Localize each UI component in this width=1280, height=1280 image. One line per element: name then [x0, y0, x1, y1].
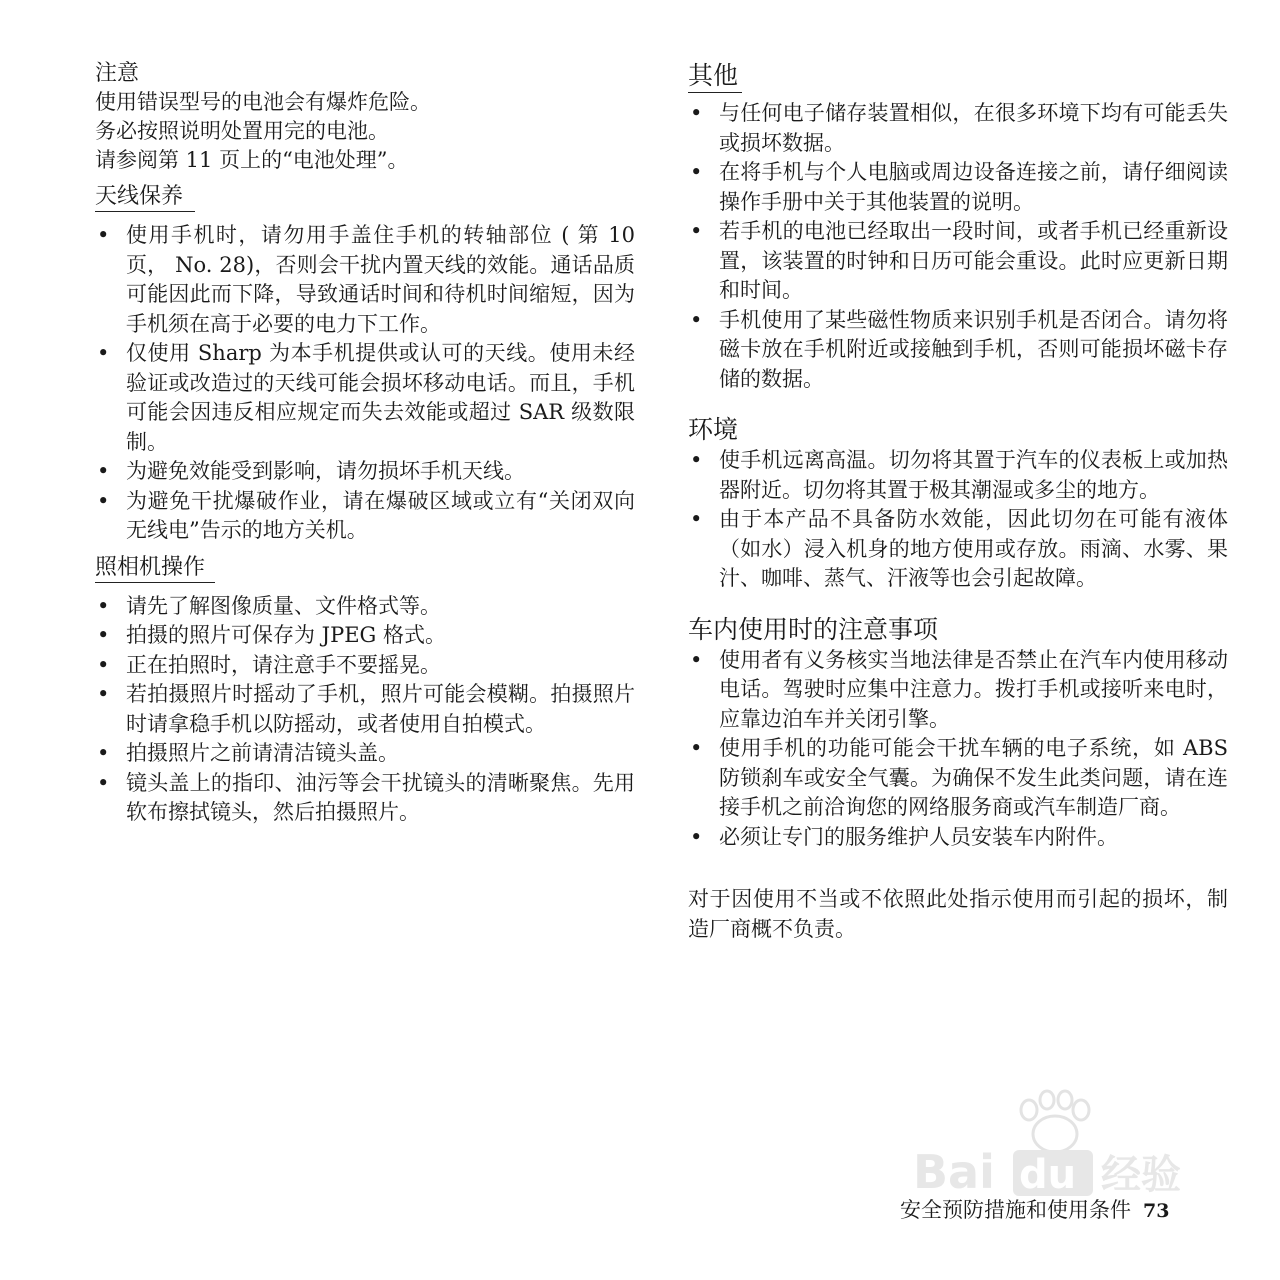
bullet-icon: • — [690, 448, 703, 472]
in-car-bullet-list — [688, 646, 1228, 853]
bullet-icon: • — [97, 593, 110, 618]
list-item: • 为避免效能受到影响，请勿损坏手机天线。 — [95, 457, 635, 487]
list-item: • 手机使用了某些磁性物质来识别手机是否闭合。请勿将磁卡放在手机附近或接触到手机，否则可能损坏磁卡存储的数据。 — [690, 307, 1228, 391]
page-footer — [900, 1196, 1169, 1225]
bullet-icon: • — [97, 488, 110, 513]
bullet-icon: • — [97, 341, 110, 365]
camera-section-title: 照相机操作 — [95, 554, 215, 583]
other-section — [688, 60, 1228, 394]
svg-text:Bai: Bai — [913, 1145, 995, 1199]
watermark-text — [913, 1145, 1181, 1199]
camera-bullet-list — [95, 592, 635, 828]
notice-line: 请参阅第 11 页上的“电池处理”。 — [95, 148, 409, 172]
list-item: • 在将手机与个人电脑或周边设备连接之前，请仔细阅读操作手册中关于其他装置的说明。 — [690, 160, 1228, 214]
bullet-icon: • — [97, 741, 110, 765]
list-item: • 使用手机的功能可能会干扰车辆的电子系统，如 ABS 防锁刹车或安全气囊。为确保不发生此类问题，请在连接手机之前洽询您的网络服务商或汽车制造厂商。 — [690, 736, 1228, 819]
bullet-icon: • — [97, 223, 110, 247]
bullet-icon: • — [97, 682, 110, 706]
bullet-icon: • — [690, 824, 703, 849]
svg-text:du: du — [1019, 1152, 1077, 1198]
other-bullet-list — [688, 99, 1228, 394]
antenna-bullet-list — [95, 221, 635, 546]
baidu-jingyan-watermark — [905, 1088, 1205, 1208]
list-item: • 使用手机时，请勿用手盖住手机的转轴部位 ( 第 10 页， No. 28)，否则会干扰内置天线的效能。通话品质可能因此而下降，导致通话时间和待机时间缩短，因为手机须在高于必要的电力下工作。 — [97, 223, 635, 336]
bullet-icon: • — [690, 219, 703, 243]
in-car-section — [688, 614, 1228, 853]
list-item: • 拍摄照片之前请清洁镜头盖。 — [95, 739, 635, 769]
list-item: • 镜头盖上的指印、油污等会干扰镜头的清晰聚焦。先用软布擦拭镜头，然后拍摄照片。 — [97, 770, 635, 824]
list-item: • 为避免干扰爆破作业，请在爆破区域或立有“关闭双向无线电”告示的地方关机。 — [97, 488, 635, 542]
list-item: • 使用者有义务核实当地法律是否禁止在汽车内使用移动电话。驾驶时应集中注意力。拨打手机或接听来电时，应靠边泊车并关闭引擎。 — [690, 647, 1228, 731]
list-item: • 拍摄的照片可保存为 JPEG 格式。 — [95, 621, 635, 651]
antenna-section — [95, 183, 635, 546]
notice-line: 使用错误型号的电池会有爆炸危险。 — [95, 90, 431, 114]
bullet-icon: • — [690, 647, 703, 672]
environment-section-title: 环境 — [688, 415, 739, 444]
bullet-icon: • — [97, 459, 110, 483]
notice-block — [95, 60, 635, 175]
left-column — [95, 60, 635, 828]
bullet-icon: • — [97, 623, 110, 647]
bullet-icon: • — [690, 736, 703, 760]
environment-bullet-list — [688, 446, 1228, 594]
notice-title: 注意 — [95, 61, 140, 86]
in-car-section-title: 车内使用时的注意事项 — [688, 614, 939, 644]
notice-line: 务必按照说明处置用完的电池。 — [95, 119, 389, 143]
page-number: 73 — [1143, 1200, 1170, 1222]
footer-section-title: 安全预防措施和使用条件 — [900, 1198, 1131, 1222]
list-item: • 与任何电子储存装置相似，在很多环境下均有可能丢失或损坏数据。 — [690, 101, 1228, 155]
list-item: • 正在拍照时，请注意手不要摇晃。 — [95, 651, 635, 681]
other-section-title: 其他 — [688, 60, 742, 93]
antenna-section-title: 天线保养 — [95, 183, 195, 212]
list-item: • 仅使用 Sharp 为本手机提供或认可的天线。使用未经验证或改造过的天线可能会损坏移动电话。而且，手机可能会因违反相应规定而失去效能或超过 SAR 级数限制。 — [97, 341, 635, 454]
list-item: • 若拍摄照片时摇动了手机，照片可能会模糊。拍摄照片时请拿稳手机以防摇动，或者使用自拍模式。 — [97, 682, 635, 736]
bullet-icon: • — [97, 652, 110, 677]
right-column — [688, 60, 1228, 944]
bullet-icon: • — [690, 160, 703, 184]
bullet-icon: • — [690, 101, 703, 125]
environment-section — [688, 414, 1228, 594]
list-item: • 请先了解图像质量、文件格式等。 — [95, 592, 635, 622]
svg-text:经验: 经验 — [1101, 1152, 1181, 1198]
list-item: • 必须让专门的服务维护人员安装车内附件。 — [688, 823, 1228, 853]
list-item: • 由于本产品不具备防水效能，因此切勿在可能有液体（如水）浸入机身的地方使用或存放。雨滴、水雾、果汁、咖啡、蒸气、汗液等也会引起故障。 — [690, 507, 1228, 590]
list-item: • 使手机远离高温。切勿将其置于汽车的仪表板上或加热器附近。切勿将其置于极其潮湿或多尘的地方。 — [690, 448, 1228, 502]
paw-icon — [1021, 1091, 1089, 1152]
bullet-icon: • — [690, 507, 703, 531]
bullet-icon: • — [690, 307, 703, 332]
disclaimer-text: 对于因使用不当或不依照此处指示使用而引起的损坏，制造厂商概不负责。 — [688, 887, 1228, 941]
camera-section — [95, 554, 635, 828]
bullet-icon: • — [97, 770, 110, 795]
list-item: • 若手机的电池已经取出一段时间，或者手机已经重新设置，该装置的时钟和日历可能会重设。此时应更新日期和时间。 — [690, 219, 1228, 302]
